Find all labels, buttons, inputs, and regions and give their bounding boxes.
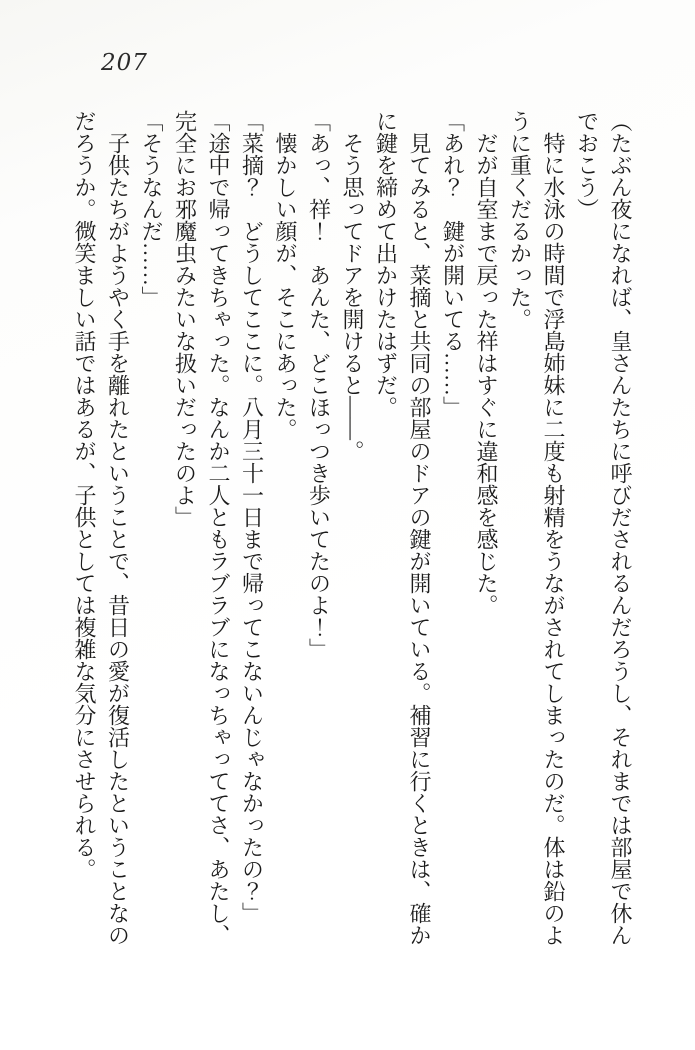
text-line: 特に水泳の時間で浮島姉妹に二度も射精をうながされてしまったのだ。体は鉛のよ <box>541 132 566 946</box>
text-line: 懐かしい顔が、そこにあった。 <box>273 132 298 440</box>
text-line: だろうか。微笑ましい話ではあるが、子供としては複雑な気分にさせられる。 <box>72 110 97 880</box>
text-line: 「あれ？ 鍵が開いてる……」 <box>440 110 466 418</box>
text-line: 「そうなんだ……」 <box>139 110 164 308</box>
page-number: 207 <box>101 50 148 76</box>
text-line: 見てみると、菜摘と共同の部屋のドアの鍵が開いている。補習に行くときは、確か <box>407 132 432 946</box>
text-line: だが自室まで戻った祥はすぐに違和感を感じた。 <box>474 132 499 616</box>
text-line: 完全にお邪魔虫みたいな扱いだったのよ」 <box>172 110 198 528</box>
text-block <box>68 110 638 990</box>
text-line: 「途中で帰ってきちゃった。なんか二人ともラブラブになっちゃっててさ、あたし、 <box>206 110 231 946</box>
text-line: 「あっ、祥！ あんた、どこほっつき歩いてたのよ！」 <box>306 110 332 660</box>
text-line: 「菜摘？ どうしてここに。八月三十一日まで帰ってこないんじゃなかったの？」 <box>239 110 265 924</box>
text-line: でおこう） <box>574 110 600 220</box>
text-line: そう思ってドアを開けると――。 <box>340 132 365 462</box>
text-line: （たぶん夜になれば、皇さんたちに呼びだされるんだろうし、それまでは部屋で休ん <box>608 110 633 946</box>
text-line: に鍵を締めて出かけたはずだ。 <box>373 110 399 418</box>
text-line: うに重くだるかった。 <box>507 110 533 330</box>
text-line: 子供たちがようやく手を離れたということで、昔日の愛が復活したということなの <box>105 132 131 946</box>
